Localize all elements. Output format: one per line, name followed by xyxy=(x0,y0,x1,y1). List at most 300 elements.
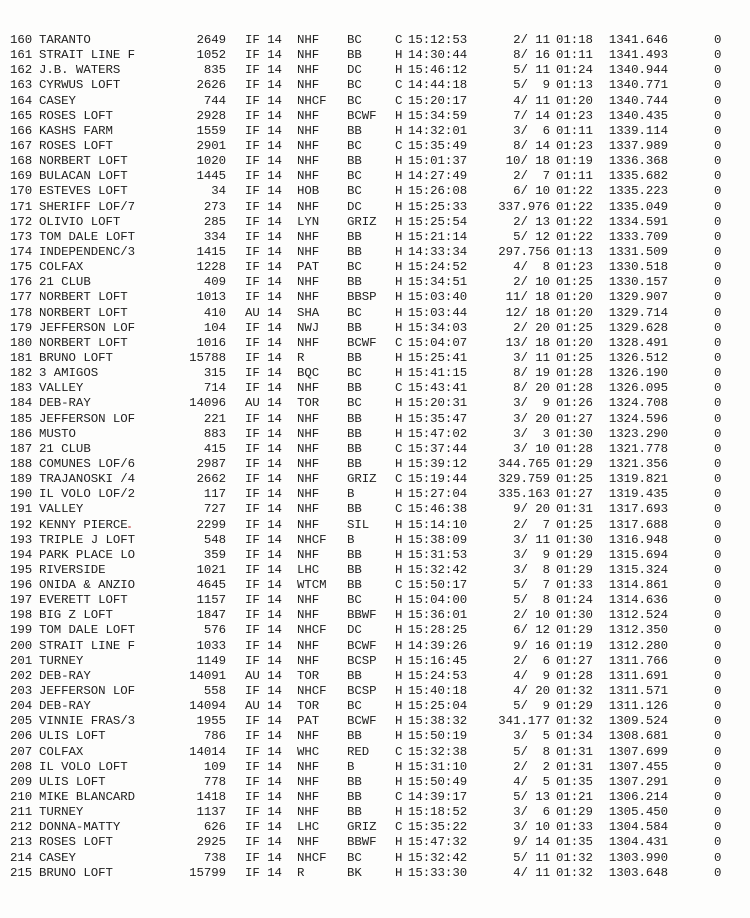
band-number-cell: 2662 xyxy=(196,472,226,487)
entry-or-distance-cell: 329.759 xyxy=(498,472,550,487)
club-code-cell: BQC xyxy=(297,366,320,381)
position-cell: 187 xyxy=(10,441,33,456)
speed-cell: 1303.990 xyxy=(608,850,668,865)
flight-time-cell: 01:35 xyxy=(556,835,593,850)
arrival-time-cell: 15:01:37 xyxy=(408,154,468,169)
arrival-time-cell: 15:14:10 xyxy=(408,517,468,532)
loft-name-cell: JEFFERSON LOF xyxy=(39,684,136,699)
loft-name-cell: IL VOLO LOFT xyxy=(39,759,128,774)
club-code-cell: NHCF xyxy=(297,623,327,638)
band-number-cell: 1415 xyxy=(196,244,226,259)
points-cell: 0 xyxy=(714,244,722,259)
bird-color-cell: BB xyxy=(347,578,362,593)
loft-name-cell: TRIPLE J LOFT xyxy=(39,532,136,547)
bird-color-cell: BB xyxy=(347,547,362,562)
speed-cell: 1329.628 xyxy=(608,320,668,335)
loft-name-cell: INDEPENDENC/3 xyxy=(39,244,136,259)
bird-color-cell: BCSP xyxy=(347,653,377,668)
loft-name-cell: J.B. WATERS xyxy=(39,63,121,78)
flight-time-cell: 01:27 xyxy=(556,487,593,502)
position-cell: 201 xyxy=(10,653,33,668)
loft-name-cell: KASHS FARM xyxy=(39,123,113,138)
bird-color-cell: BB xyxy=(347,123,362,138)
speed-cell: 1315.694 xyxy=(608,547,668,562)
loft-name-cell: ONIDA & ANZIO xyxy=(39,578,136,593)
flight-time-cell: 01:29 xyxy=(556,456,593,471)
speed-cell: 1304.431 xyxy=(608,835,668,850)
flight-time-cell: 01:24 xyxy=(556,63,593,78)
position-cell: 197 xyxy=(10,593,33,608)
band-number-cell: 1955 xyxy=(196,714,226,729)
speed-cell: 1307.699 xyxy=(608,744,668,759)
flight-time-cell: 01:25 xyxy=(556,320,593,335)
points-cell: 0 xyxy=(714,456,722,471)
band-number-cell: 359 xyxy=(203,547,226,562)
band-year-cell: IF 14 xyxy=(245,805,282,820)
club-code-cell: NHF xyxy=(297,63,320,78)
speed-cell: 1309.524 xyxy=(608,714,668,729)
bird-sex-cell: C xyxy=(395,138,403,153)
speed-cell: 1306.214 xyxy=(608,790,668,805)
flight-time-cell: 01:27 xyxy=(556,653,593,668)
club-code-cell: TOR xyxy=(297,668,320,683)
bird-sex-cell: C xyxy=(395,335,403,350)
position-cell: 202 xyxy=(10,668,33,683)
speed-cell: 1335.682 xyxy=(608,169,668,184)
speed-cell: 1341.493 xyxy=(608,48,668,63)
entry-or-distance-cell: 6/ 12 xyxy=(513,623,550,638)
speed-cell: 1326.512 xyxy=(608,350,668,365)
arrival-time-cell: 15:47:32 xyxy=(408,835,468,850)
speed-cell: 1340.944 xyxy=(608,63,668,78)
club-code-cell: NHCF xyxy=(297,850,327,865)
loft-name-cell: OLIVIO LOFT xyxy=(39,214,121,229)
entry-or-distance-cell: 6/ 10 xyxy=(513,184,550,199)
band-number-cell: 2626 xyxy=(196,78,226,93)
loft-name-cell: VINNIE FRAS/3 xyxy=(39,714,136,729)
band-year-cell: AU 14 xyxy=(245,668,282,683)
points-cell: 0 xyxy=(714,138,722,153)
flight-time-cell: 01:22 xyxy=(556,184,593,199)
speed-cell: 1316.948 xyxy=(608,532,668,547)
entry-or-distance-cell: 2/ 10 xyxy=(513,608,550,623)
band-number-cell: 15788 xyxy=(189,350,226,365)
club-code-cell: NHF xyxy=(297,608,320,623)
speed-cell: 1311.766 xyxy=(608,653,668,668)
entry-or-distance-cell: 10/ 18 xyxy=(505,154,550,169)
entry-or-distance-cell: 5/ 9 xyxy=(513,699,550,714)
speed-cell: 1330.518 xyxy=(608,260,668,275)
loft-name-cell: DONNA-MATTY xyxy=(39,820,121,835)
band-year-cell: IF 14 xyxy=(245,48,282,63)
points-cell: 0 xyxy=(714,123,722,138)
band-year-cell: IF 14 xyxy=(245,502,282,517)
points-cell: 0 xyxy=(714,169,722,184)
club-code-cell: NHCF xyxy=(297,532,327,547)
speed-cell: 1303.648 xyxy=(608,865,668,880)
entry-or-distance-cell: 8/ 14 xyxy=(513,138,550,153)
flight-time-cell: 01:25 xyxy=(556,517,593,532)
flight-time-cell: 01:21 xyxy=(556,790,593,805)
entry-or-distance-cell: 5/ 11 xyxy=(513,850,550,865)
bird-color-cell: DC xyxy=(347,199,362,214)
position-cell: 185 xyxy=(10,411,33,426)
club-code-cell: R xyxy=(297,350,305,365)
bird-sex-cell: H xyxy=(395,214,403,229)
entry-or-distance-cell: 2/ 11 xyxy=(513,33,550,47)
loft-name-cell: VALLEY xyxy=(39,502,84,517)
position-cell: 189 xyxy=(10,472,33,487)
arrival-time-cell: 15:16:45 xyxy=(408,653,468,668)
entry-or-distance-cell: 3/ 5 xyxy=(513,729,550,744)
band-number-cell: 1847 xyxy=(196,608,226,623)
position-cell: 208 xyxy=(10,759,33,774)
club-code-cell: NHF xyxy=(297,78,320,93)
flight-time-cell: 01:18 xyxy=(556,33,593,47)
bird-color-cell: BBSP xyxy=(347,290,377,305)
bird-color-cell: BB xyxy=(347,805,362,820)
entry-or-distance-cell: 4/ 5 xyxy=(513,774,550,789)
arrival-time-cell: 15:32:38 xyxy=(408,744,468,759)
club-code-cell: NHF xyxy=(297,774,320,789)
points-cell: 0 xyxy=(714,865,722,880)
points-cell: 0 xyxy=(714,608,722,623)
bird-sex-cell: H xyxy=(395,608,403,623)
loft-name-cell: TARANTO xyxy=(39,33,91,47)
position-cell: 175 xyxy=(10,260,33,275)
band-number-cell: 315 xyxy=(203,366,226,381)
points-cell: 0 xyxy=(714,850,722,865)
loft-name-cell: TOM DALE LOFT xyxy=(39,229,136,244)
band-year-cell: IF 14 xyxy=(245,33,282,47)
points-cell: 0 xyxy=(714,381,722,396)
bird-sex-cell: H xyxy=(395,350,403,365)
bird-color-cell: B xyxy=(347,532,355,547)
position-cell: 207 xyxy=(10,744,33,759)
bird-color-cell: SIL xyxy=(347,517,370,532)
flight-time-cell: 01:26 xyxy=(556,396,593,411)
club-code-cell: NHF xyxy=(297,502,320,517)
flight-time-cell: 01:34 xyxy=(556,729,593,744)
points-cell: 0 xyxy=(714,214,722,229)
loft-name-cell: KENNY PIERCE xyxy=(39,517,128,532)
bird-sex-cell: C xyxy=(395,472,403,487)
flight-time-cell: 01:25 xyxy=(556,472,593,487)
bird-color-cell: GRIZ xyxy=(347,820,377,835)
loft-name-cell: ROSES LOFT xyxy=(39,835,113,850)
flight-time-cell: 01:30 xyxy=(556,426,593,441)
entry-or-distance-cell: 5/ 8 xyxy=(513,593,550,608)
flight-time-cell: 01:23 xyxy=(556,108,593,123)
loft-name-cell: MIKE BLANCARD xyxy=(39,790,136,805)
band-year-cell: IF 14 xyxy=(245,244,282,259)
band-number-cell: 835 xyxy=(203,63,226,78)
bird-sex-cell: H xyxy=(395,805,403,820)
points-cell: 0 xyxy=(714,350,722,365)
entry-or-distance-cell: 8/ 19 xyxy=(513,366,550,381)
points-cell: 0 xyxy=(714,653,722,668)
speed-cell: 1307.455 xyxy=(608,759,668,774)
position-cell: 162 xyxy=(10,63,33,78)
arrival-time-cell: 15:27:04 xyxy=(408,487,468,502)
band-year-cell: IF 14 xyxy=(245,456,282,471)
arrival-time-cell: 15:40:18 xyxy=(408,684,468,699)
band-number-cell: 1013 xyxy=(196,290,226,305)
entry-or-distance-cell: 3/ 9 xyxy=(513,396,550,411)
band-year-cell: IF 14 xyxy=(245,260,282,275)
loft-name-cell: BULACAN LOFT xyxy=(39,169,128,184)
bird-sex-cell: H xyxy=(395,108,403,123)
loft-name-cell: COMUNES LOF/6 xyxy=(39,456,136,471)
speed-cell: 1328.491 xyxy=(608,335,668,350)
loft-name-cell: COLFAX xyxy=(39,744,84,759)
bird-sex-cell: H xyxy=(395,123,403,138)
club-code-cell: NHF xyxy=(297,487,320,502)
bird-sex-cell: H xyxy=(395,623,403,638)
bird-color-cell: BB xyxy=(347,562,362,577)
points-cell: 0 xyxy=(714,502,722,517)
position-cell: 193 xyxy=(10,532,33,547)
band-number-cell: 2649 xyxy=(196,33,226,47)
arrival-time-cell: 15:50:19 xyxy=(408,729,468,744)
entry-or-distance-cell: 2/ 6 xyxy=(513,653,550,668)
speed-cell: 1312.524 xyxy=(608,608,668,623)
club-code-cell: NHF xyxy=(297,411,320,426)
loft-name-cell: STRAIT LINE F xyxy=(39,638,136,653)
arrival-time-cell: 15:46:38 xyxy=(408,502,468,517)
bird-color-cell: BB xyxy=(347,350,362,365)
points-cell: 0 xyxy=(714,366,722,381)
loft-name-cell: DEB-RAY xyxy=(39,699,91,714)
position-cell: 170 xyxy=(10,184,33,199)
points-cell: 0 xyxy=(714,790,722,805)
points-cell: 0 xyxy=(714,63,722,78)
bird-sex-cell: C xyxy=(395,78,403,93)
points-cell: 0 xyxy=(714,547,722,562)
points-cell: 0 xyxy=(714,229,722,244)
bird-sex-cell: H xyxy=(395,456,403,471)
entry-or-distance-cell: 3/ 10 xyxy=(513,820,550,835)
position-cell: 160 xyxy=(10,33,33,47)
bird-sex-cell: C xyxy=(395,744,403,759)
loft-name-cell: 21 CLUB xyxy=(39,275,91,290)
band-number-cell: 104 xyxy=(203,320,226,335)
position-cell: 179 xyxy=(10,320,33,335)
band-year-cell: IF 14 xyxy=(245,593,282,608)
band-year-cell: IF 14 xyxy=(245,426,282,441)
band-number-cell: 548 xyxy=(203,532,226,547)
band-number-cell: 410 xyxy=(203,305,226,320)
bird-color-cell: B xyxy=(347,759,355,774)
position-cell: 209 xyxy=(10,774,33,789)
band-year-cell: IF 14 xyxy=(245,578,282,593)
flight-time-cell: 01:31 xyxy=(556,744,593,759)
band-year-cell: IF 14 xyxy=(245,290,282,305)
loft-name-cell: JEFFERSON LOF xyxy=(39,411,136,426)
points-cell: 0 xyxy=(714,744,722,759)
loft-name-cell: PARK PLACE LO xyxy=(39,547,136,562)
arrival-time-cell: 14:27:49 xyxy=(408,169,468,184)
bird-color-cell: GRIZ xyxy=(347,472,377,487)
points-cell: 0 xyxy=(714,578,722,593)
arrival-time-cell: 14:39:17 xyxy=(408,790,468,805)
entry-or-distance-cell: 2/ 13 xyxy=(513,214,550,229)
bird-color-cell: BC xyxy=(347,260,362,275)
band-year-cell: IF 14 xyxy=(245,123,282,138)
flight-time-cell: 01:23 xyxy=(556,138,593,153)
bird-color-cell: BC xyxy=(347,33,362,47)
club-code-cell: NHF xyxy=(297,805,320,820)
arrival-time-cell: 14:44:18 xyxy=(408,78,468,93)
speed-cell: 1340.744 xyxy=(608,93,668,108)
entry-or-distance-cell: 3/ 3 xyxy=(513,426,550,441)
points-cell: 0 xyxy=(714,714,722,729)
arrival-time-cell: 15:28:25 xyxy=(408,623,468,638)
bird-color-cell: BB xyxy=(347,48,362,63)
speed-cell: 1333.709 xyxy=(608,229,668,244)
bird-sex-cell: H xyxy=(395,759,403,774)
band-year-cell: AU 14 xyxy=(245,396,282,411)
band-year-cell: IF 14 xyxy=(245,562,282,577)
points-cell: 0 xyxy=(714,472,722,487)
flight-time-cell: 01:25 xyxy=(556,275,593,290)
entry-or-distance-cell: 9/ 14 xyxy=(513,835,550,850)
loft-name-cell: TURNEY xyxy=(39,653,84,668)
points-cell: 0 xyxy=(714,759,722,774)
arrival-time-cell: 15:34:51 xyxy=(408,275,468,290)
loft-name-cell: DEB-RAY xyxy=(39,668,91,683)
bird-color-cell: DC xyxy=(347,63,362,78)
flight-time-cell: 01:29 xyxy=(556,547,593,562)
position-cell: 214 xyxy=(10,850,33,865)
flight-time-cell: 01:20 xyxy=(556,290,593,305)
position-cell: 215 xyxy=(10,865,33,880)
bird-sex-cell: H xyxy=(395,154,403,169)
arrival-time-cell: 14:39:26 xyxy=(408,638,468,653)
loft-name-cell: ULIS LOFT xyxy=(39,729,106,744)
band-number-cell: 109 xyxy=(203,759,226,774)
band-year-cell: IF 14 xyxy=(245,608,282,623)
band-year-cell: IF 14 xyxy=(245,63,282,78)
bird-sex-cell: H xyxy=(395,229,403,244)
position-cell: 172 xyxy=(10,214,33,229)
club-code-cell: NHF xyxy=(297,138,320,153)
loft-name-cell: NORBERT LOFT xyxy=(39,290,128,305)
entry-or-distance-cell: 297.756 xyxy=(498,244,550,259)
band-number-cell: 1016 xyxy=(196,335,226,350)
band-number-cell: 409 xyxy=(203,275,226,290)
flight-time-cell: 01:28 xyxy=(556,441,593,456)
entry-or-distance-cell: 5/ 11 xyxy=(513,63,550,78)
speed-cell: 1337.989 xyxy=(608,138,668,153)
entry-or-distance-cell: 4/ 11 xyxy=(513,865,550,880)
loft-name-cell: STRAIT LINE F xyxy=(39,48,136,63)
points-cell: 0 xyxy=(714,668,722,683)
arrival-time-cell: 15:32:42 xyxy=(408,850,468,865)
speed-cell: 1315.324 xyxy=(608,562,668,577)
arrival-time-cell: 15:38:09 xyxy=(408,532,468,547)
bird-color-cell: BCWF xyxy=(347,335,377,350)
position-cell: 191 xyxy=(10,502,33,517)
position-cell: 190 xyxy=(10,487,33,502)
points-cell: 0 xyxy=(714,426,722,441)
entry-or-distance-cell: 344.765 xyxy=(498,456,550,471)
speed-cell: 1339.114 xyxy=(608,123,668,138)
club-code-cell: TOR xyxy=(297,699,320,714)
arrival-time-cell: 15:25:41 xyxy=(408,350,468,365)
arrival-time-cell: 15:34:59 xyxy=(408,108,468,123)
band-year-cell: IF 14 xyxy=(245,229,282,244)
arrival-time-cell: 14:30:44 xyxy=(408,48,468,63)
bird-sex-cell: H xyxy=(395,366,403,381)
arrival-time-cell: 15:37:44 xyxy=(408,441,468,456)
bird-sex-cell: H xyxy=(395,48,403,63)
position-cell: 171 xyxy=(10,199,33,214)
club-code-cell: NHF xyxy=(297,472,320,487)
points-cell: 0 xyxy=(714,820,722,835)
arrival-time-cell: 15:20:17 xyxy=(408,93,468,108)
club-code-cell: NHF xyxy=(297,123,320,138)
position-cell: 198 xyxy=(10,608,33,623)
flight-time-cell: 01:19 xyxy=(556,154,593,169)
speed-cell: 1321.778 xyxy=(608,441,668,456)
bird-color-cell: BC xyxy=(347,850,362,865)
points-cell: 0 xyxy=(714,108,722,123)
points-cell: 0 xyxy=(714,33,722,47)
position-cell: 163 xyxy=(10,78,33,93)
band-year-cell: IF 14 xyxy=(245,411,282,426)
speed-cell: 1317.693 xyxy=(608,502,668,517)
speed-cell: 1324.596 xyxy=(608,411,668,426)
bird-sex-cell: H xyxy=(395,562,403,577)
points-cell: 0 xyxy=(714,517,722,532)
band-number-cell: 285 xyxy=(203,214,226,229)
flight-time-cell: 01:32 xyxy=(556,714,593,729)
points-cell: 0 xyxy=(714,78,722,93)
bird-color-cell: BBWF xyxy=(347,608,377,623)
position-cell: 213 xyxy=(10,835,33,850)
band-year-cell: IF 14 xyxy=(245,653,282,668)
band-year-cell: IF 14 xyxy=(245,154,282,169)
points-cell: 0 xyxy=(714,593,722,608)
speed-cell: 1335.049 xyxy=(608,199,668,214)
flight-time-cell: 01:11 xyxy=(556,169,593,184)
speed-cell: 1330.157 xyxy=(608,275,668,290)
loft-name-cell: ROSES LOFT xyxy=(39,108,113,123)
flight-time-cell: 01:28 xyxy=(556,366,593,381)
speed-cell: 1326.095 xyxy=(608,381,668,396)
flight-time-cell: 01:28 xyxy=(556,668,593,683)
loft-name-cell: NORBERT LOFT xyxy=(39,335,128,350)
band-year-cell: IF 14 xyxy=(245,744,282,759)
points-cell: 0 xyxy=(714,441,722,456)
band-number-cell: 15799 xyxy=(189,865,226,880)
band-number-cell: 2987 xyxy=(196,456,226,471)
position-cell: 180 xyxy=(10,335,33,350)
bird-color-cell: BB xyxy=(347,411,362,426)
band-number-cell: 14096 xyxy=(189,396,226,411)
band-number-cell: 34 xyxy=(211,184,226,199)
arrival-time-cell: 15:18:52 xyxy=(408,805,468,820)
points-cell: 0 xyxy=(714,684,722,699)
bird-sex-cell: H xyxy=(395,487,403,502)
points-cell: 0 xyxy=(714,805,722,820)
club-code-cell: NHF xyxy=(297,48,320,63)
speed-cell: 1319.435 xyxy=(608,487,668,502)
band-number-cell: 576 xyxy=(203,623,226,638)
bird-color-cell: GRIZ xyxy=(347,214,377,229)
points-cell: 0 xyxy=(714,638,722,653)
